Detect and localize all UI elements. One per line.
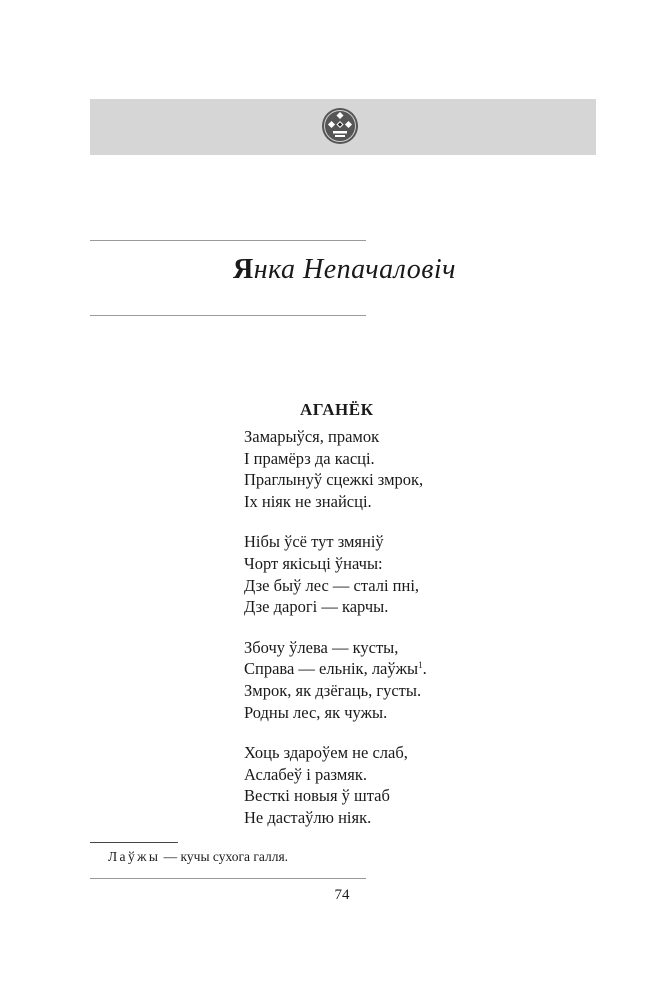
folk-ornament-icon xyxy=(321,107,359,145)
author-name xyxy=(90,254,456,286)
poem-line: Нібы ўсё тут змяніў xyxy=(244,532,384,552)
poem-body xyxy=(244,426,427,848)
poem-line: Аслабеў і размяк. xyxy=(244,764,368,784)
poem-line: Хоць здароўем не слаб, xyxy=(244,743,408,763)
poem-line: Весткі новыя ў штаб xyxy=(244,786,390,806)
footnote-definition: — кучы сухога галля. xyxy=(160,849,289,864)
poem-line: Чорт якісьці ўначы: xyxy=(244,553,383,573)
author-initial: Я xyxy=(232,254,254,285)
poem-line: Змрок, як дзёгаць, густы. xyxy=(244,680,422,700)
poem-line: Дзе быў лес — сталі пні, xyxy=(244,575,420,595)
poem-line: Родны лес, як чужы. xyxy=(244,702,388,722)
poem-title: АГАНЁК xyxy=(300,400,374,419)
stanza xyxy=(244,742,427,828)
poem-line: Праглынуў сцежкі змрок, xyxy=(244,470,424,490)
footnote xyxy=(108,849,288,865)
poem-line-text: Справа — ельнік, лаўжы xyxy=(244,659,419,679)
poem-line: Не дастаўлю ніяк. xyxy=(244,807,372,827)
stanza xyxy=(244,426,427,512)
footnote-marker: 1 xyxy=(418,660,423,671)
author-rule-top xyxy=(90,240,366,241)
footnote-rule xyxy=(90,842,178,843)
poem-line: І прамёрз да касці. xyxy=(244,448,375,468)
line-end-punctuation: . xyxy=(422,659,427,679)
stanza xyxy=(244,531,427,617)
poem-line: Дзе дарогі — карчы. xyxy=(244,597,389,617)
poem-line: Збочу ўлева — кусты, xyxy=(244,637,399,657)
poem-line: Замарыўся, прамок xyxy=(244,427,380,446)
poem-line: Іх ніяк не знайсці. xyxy=(244,491,372,511)
page-bottom-rule xyxy=(90,878,366,879)
author-name-rest: нка Непачаловіч xyxy=(253,254,456,285)
author-rule-bottom xyxy=(90,315,366,316)
stanza xyxy=(244,637,427,723)
page-number: 74 xyxy=(334,887,350,903)
footnote-term: Лаўжы xyxy=(108,849,161,864)
poem-line-with-footnote xyxy=(244,658,427,680)
